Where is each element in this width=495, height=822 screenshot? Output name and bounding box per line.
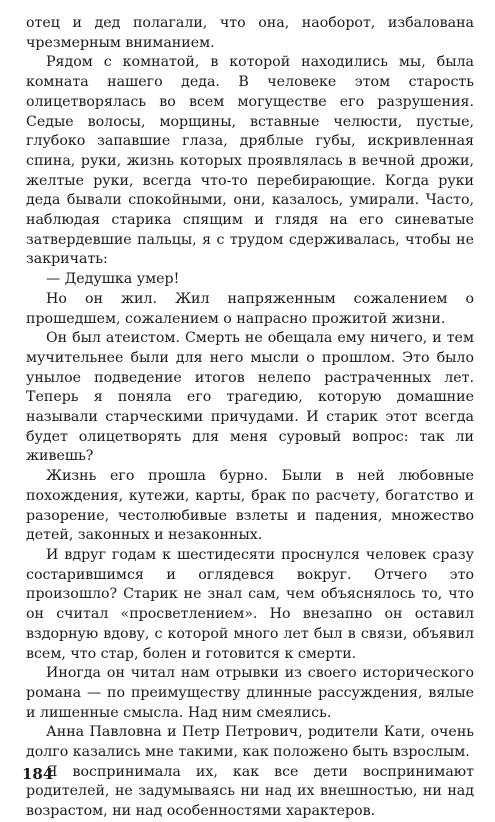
paragraph-8: Иногда он читал нам отрывки из своего исторического романа — по преимуществу длинные рассуждения, вялые и лишенные смысла. Над ним смеялись. (26, 665, 474, 721)
paragraph-3: — Дедушка умер! (46, 271, 180, 288)
paragraph-1: отец и дед полагали, что она, наоборот, избалована чрезмерным вниманием. (26, 15, 474, 51)
paragraph-2: Рядом с комнатой, в которой находились мы, была комната нашего деда. В человеке этом старость олицетворялась во всем могуществе его разрушения. Седые волосы, морщины, вставные челюсти, пустые, глубоко запавшие глаза, дряблые губы, искривленная спина, руки, жизнь которых проявлялась в вечной дрожи, желтые руки, всегда что-то перебирающие. Когда руки деда бывали спокойными, они, казалось, умирали. Часто, наблюдая старика спящим и глядя на его синеватые затвердевшие пальцы, я с трудом сдерживалась, чтобы не закричать: (26, 54, 474, 268)
paragraph-4: Но он жил. Жил напряженным сожалением о прошедшем, сожалением о напрасно прожитой жизни. (26, 290, 474, 327)
paragraph-5: Он был атеистом. Смерть не обещала ему ничего, и тем мучительнее были для него мысли о прошлом. Это было унылое подведение итогов нелепо растраченных лет. Теперь я поняла его трагедию, которую домашние называли старческими причудами. И старик этот всегда будет олицетворять для меня суровый вопрос: так ли живешь? (26, 330, 474, 465)
paragraph-10: Я воспринимала их, как все дети воспринимают родителей, не задумываясь ни над их внешностью, ни над возрастом, ни над особенностями характеров. (26, 763, 474, 820)
paragraph-7: И вдруг годам к шестидесяти проснулся человек сразу состарившимся и оглядевся вокруг. Отчего это произошло? Старик не знал сам, чем объяснялось то, что он считал «просветлением». Но внезапно он оставил вздорную вдову, с которой много лет был в связи, объявил всем, что стар, болен и готовится к смерти. (26, 546, 474, 662)
paragraph-9: Анна Павловна и Петр Петрович, родители Кати, очень долго казались мне такими, как положено быть взрослым. (26, 724, 474, 761)
paragraph-6: Жизнь его прошла бурно. Были в ней любовные похождения, кутежи, карты, брак по расчету, богатство и разорение, честолюбивые взлеты и падения, множество детей, законных и незаконных. (26, 468, 474, 544)
page-body (26, 14, 474, 822)
page-number: 184 (22, 765, 54, 783)
